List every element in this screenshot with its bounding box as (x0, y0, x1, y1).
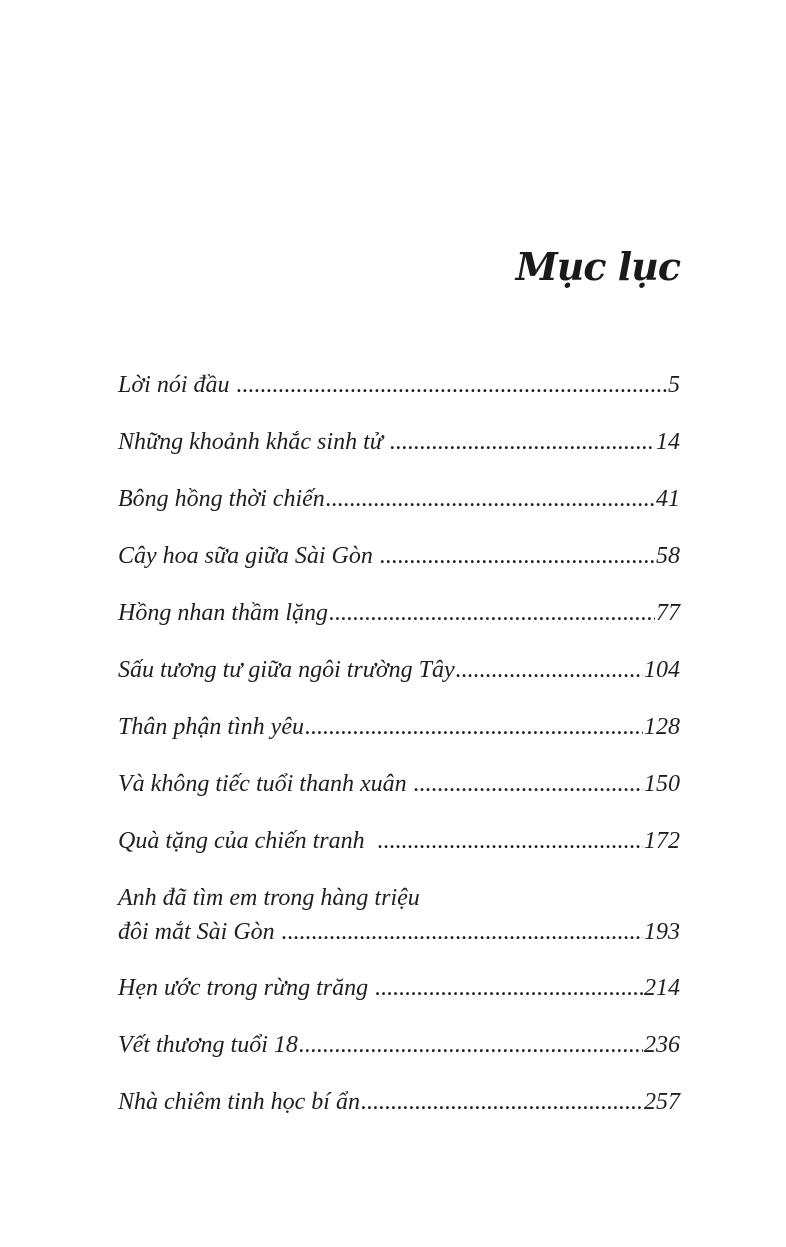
table-of-contents (118, 368, 680, 1142)
toc-entry-title: Vết thương tuổi 18 (118, 1032, 298, 1058)
dot-leader (380, 539, 655, 573)
toc-entry[interactable] (118, 653, 680, 710)
dot-leader (329, 596, 655, 630)
toc-entry-title-line1: Anh đã tìm em trong hàng triệu (118, 885, 420, 911)
toc-entry-title: Thân phận tình yêu (118, 714, 304, 740)
dot-leader (305, 710, 643, 744)
dot-leader (456, 653, 643, 687)
toc-entry-page: 236 (644, 1032, 680, 1058)
toc-entry[interactable] (118, 596, 680, 653)
page-title: Mục lục (515, 244, 680, 289)
dot-leader (378, 824, 643, 858)
toc-entry-page: 172 (644, 828, 680, 854)
toc-entry[interactable] (118, 482, 680, 539)
toc-entry[interactable] (118, 1028, 680, 1085)
dot-leader (237, 368, 668, 402)
toc-entry-title: Hẹn ước trong rừng trăng (118, 975, 375, 1001)
toc-entry[interactable] (118, 971, 680, 1028)
toc-entry-page: 193 (644, 919, 680, 945)
toc-entry-page: 58 (656, 543, 680, 569)
toc-entry[interactable] (118, 824, 680, 881)
toc-entry-page: 14 (656, 429, 680, 455)
toc-entry-page: 150 (644, 771, 680, 797)
toc-entry-title: Sấu tương tư giữa ngôi trường Tây (118, 657, 455, 683)
toc-entry-page: 214 (644, 975, 680, 1001)
toc-entry[interactable] (118, 710, 680, 767)
toc-entry[interactable] (118, 539, 680, 596)
toc-entry[interactable] (118, 368, 680, 425)
toc-entry[interactable] (118, 425, 680, 482)
toc-entry-title: Quà tặng của chiến tranh (118, 828, 377, 854)
toc-entry-title: Bông hồng thời chiến (118, 486, 325, 512)
dot-leader (361, 1085, 643, 1119)
toc-entry-page: 104 (644, 657, 680, 683)
dot-leader (390, 425, 655, 459)
toc-entry-page: 41 (656, 486, 680, 512)
toc-entry-title: Và không tiếc tuổi thanh xuân (118, 771, 413, 797)
toc-entry-page: 257 (644, 1089, 680, 1115)
dot-leader (282, 915, 643, 949)
toc-entry-title: Những khoảnh khắc sinh tử (118, 429, 389, 455)
dot-leader (326, 482, 655, 516)
toc-entry[interactable] (118, 881, 680, 971)
dot-leader (375, 971, 643, 1005)
dot-leader (414, 767, 643, 801)
toc-entry-title: đôi mắt Sài Gòn (118, 919, 281, 945)
toc-entry[interactable] (118, 1085, 680, 1142)
toc-entry-title: Lời nói đầu (118, 372, 236, 398)
toc-entry-title: Cây hoa sữa giữa Sài Gòn (118, 543, 379, 569)
toc-entry[interactable] (118, 767, 680, 824)
toc-entry-page: 5 (668, 372, 680, 398)
toc-entry-page: 77 (656, 600, 680, 626)
toc-entry-page: 128 (644, 714, 680, 740)
dot-leader (299, 1028, 643, 1062)
toc-entry-title: Nhà chiêm tinh học bí ẩn (118, 1089, 360, 1115)
toc-entry-title: Hồng nhan thầm lặng (118, 600, 328, 626)
